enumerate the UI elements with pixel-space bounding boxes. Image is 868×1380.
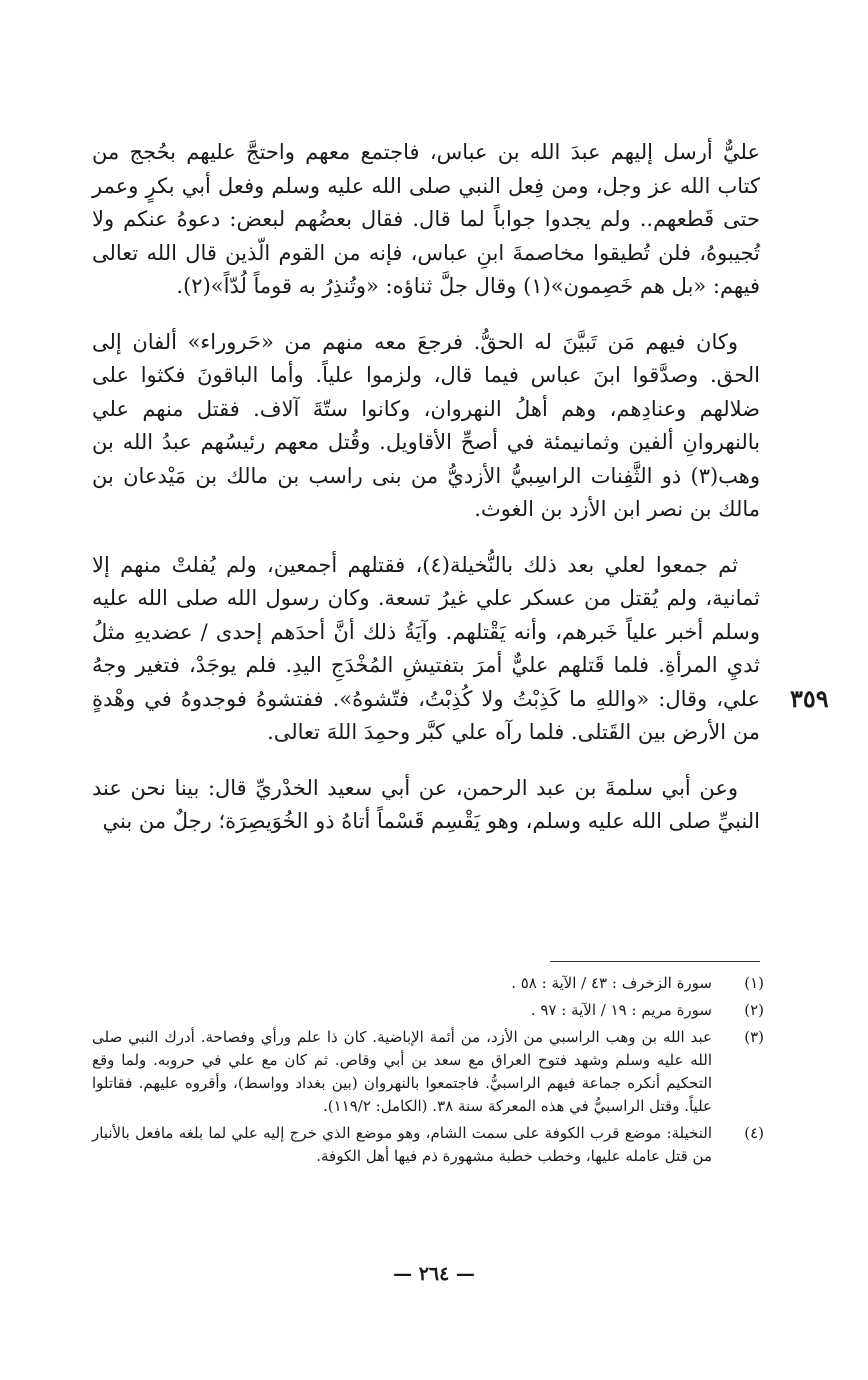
footnote-text: سورة مريم : ١٩ / الآية : ٩٧ . — [530, 1001, 712, 1019]
manuscript-folio-number: ٣٥٩ — [790, 684, 829, 713]
footnote-4 — [92, 1122, 764, 1168]
footnote-text: سورة الزخرف : ٤٣ / الآية : ٥٨ . — [511, 974, 712, 992]
paragraph-2: وكان فيهم مَن تَبيَّنَ له الحقُّ. فرجعَ معه منهم من «حَروراء» ألفان إلى الحق. وصدَّقوا ابنَ عباس فيما قال، ولزموا علياً. وأما الباقونَ فكثوا على ضلالهم وعنادِهم، وهم أهلُ النهروان، وكانوا ستّةَ آلاف. فقتل منهم علي بالنهروانِ ألفين وثمانيمئة في أصحِّ الأقاويل. وقُتل معهم رئيسُهم عبدُ الله بن وهب(٣) ذو الثَّفِنات الراسِبيُّ الأزديُّ من بنى راسب بن مالك بن مَيْدعان بن مالك بن نصر ابن الأزد بن الغوث. — [92, 329, 760, 521]
footnote-text: عبد الله بن وهب الراسبي من الأزد، من أئمة الإباضية. كان ذا علم ورأي وفصاحة. أدرك النبي صلى الله عليه وسلم وشهد فتوح العراق مع سعد بن أبي وقاص. ثم كان مع علي في حروبه. ولما وقع التحكيم أنكره جماعة فيهم الراسبيُّ. فاجتمعوا بالنهروان (بين بغداد وواسط)، وأقروه عليهم. فقاتلوا علياً. وقتل الراسبيُّ في هذه المعركة سنة ٣٨. (الكامل: ١١٩/٢). — [92, 1028, 712, 1115]
paragraph-3: ثم جمعوا لعلي بعد ذلك بالنُّخيلة(٤)، فقتلهم أجمعين، ولم يُفلتْ منهم إلا ثمانية، ولم يُقتل من عسكر علي غيرُ تسعة. وكان رسول الله صلى الله عليه وسلم أخبر علياً خَبرهم، وأنه يَقْتلهم. وآيَةُ ذلك أنَّ أحدَهم إحدى / عضديهِ مثلُ ثديِ المرأةِ. فلما قَتلهم عليٌّ أمرَ بتفتيشِ المُخْدَجِ اليدِ. فلم يوجَدْ، فتغير وجهُ علي، وقال: «واللهِ ما كَذِبْتُ ولا كُذِبْتُ، فتّشوهُ». ففتشوهُ فوجدوهُ في وهْدةٍ من الأرض بين القَتلى. فلما رآه علي كبَّر وحمِدَ اللهَ تعالى. — [92, 552, 760, 744]
footnote-text: النخيلة: موضع قرب الكوفة على سمت الشام، وهو موضع الذي خرج إليه علي لما بلغه مافعل بالأنبار من قتل عامله عليها، وخطب خطبة مشهورة ذم فيها أهل الكوفة. — [92, 1124, 712, 1165]
footnote-number: (٣) — [744, 1028, 764, 1046]
paragraph-1: عليٌّ أرسل إليهم عبدَ الله بن عباس، فاجتمع معهم واحتجَّ عليهم بحُجج من كتاب الله عز وجل، ومن فِعل النبي صلى الله عليه وسلم وفعل أبي بكرٍ وعمر حتى قَطعهم.. ولم يجدوا جواباً لما قال. فقال بعضُهم لبعض: دعوهُ عنكم ولا تُجيبوهُ، فلن تُطيقوا مخاصمةَ ابنِ عباس، فإنه من القوم الّذين قال الله تعالى فيهم: «بل هم خَصِمون»(١) وقال جلَّ ثناؤه: «وتُنذِرُ به قوماً لُدّاً»(٢). — [92, 140, 760, 298]
main-text — [92, 136, 760, 861]
footnote-number: (٢) — [744, 1001, 764, 1019]
page-number: — ٢٦٤ — — [393, 1263, 475, 1285]
footnote-number: (١) — [744, 974, 764, 992]
footnote-1 — [92, 972, 764, 995]
footnote-3 — [92, 1026, 764, 1118]
footnotes — [92, 972, 764, 1172]
footnote-2 — [92, 999, 764, 1022]
footnote-number: (٤) — [744, 1124, 764, 1142]
footnote-separator — [550, 961, 760, 962]
paragraph-4: وعن أبي سلمةَ بن عبد الرحمن، عن أبي سعيد الخدْريِّ قال: بينا نحن عند النبيِّ صلى الله عليه وسلم، وهو يَقْسِم قَسْماً أتاهُ ذو الخُوَيصِرَة؛ رجلٌ من بني — [92, 775, 760, 833]
